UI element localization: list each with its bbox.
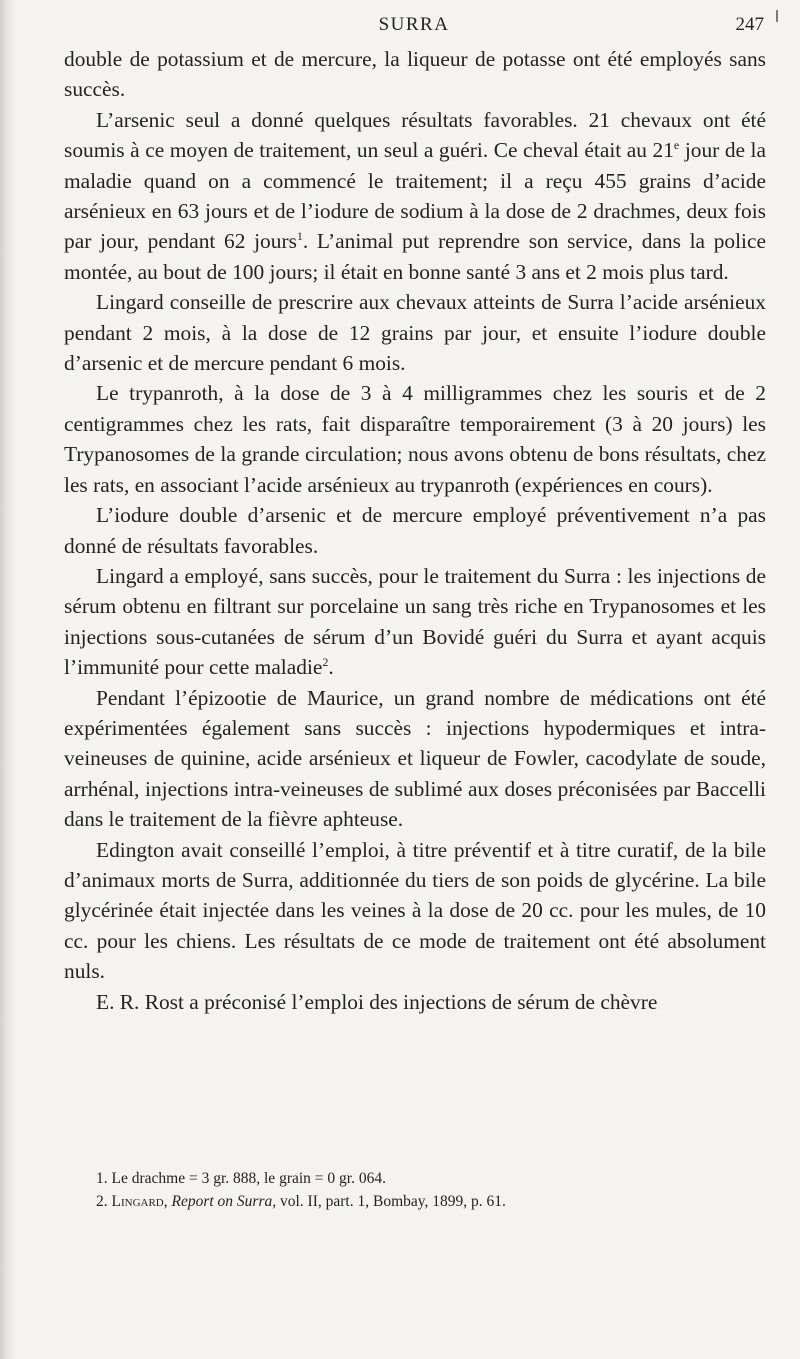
footnote-2-title: Report on Surra, xyxy=(171,1193,277,1210)
body-text xyxy=(64,44,766,1017)
page-binding-edge xyxy=(0,0,16,1359)
paragraph-6-text: Lingard a employé, sans succès, pour le traitement du Surra : les injections de sérum obtenu en filtrant sur porcelaine un sang très riche en Trypanosomes et les injections sous-cutanées de sérum d’un Bovidé guéri du Surra et ayant acquis l’immunité pour cette maladie xyxy=(64,563,766,680)
paragraph-8: Edington avait conseillé l’emploi, à titre préventif et à titre curatif, de la bile d’animaux morts de Surra, additionnée du tiers de son poids de glycérine. La bile glycérinée était injectée dans les veines à la dose de 20 cc. pour les mules, de 10 cc. pour les chiens. Les résultats de ce mode de traitement ont été absolument nuls. xyxy=(64,837,766,984)
paragraph-9: E. R. Rost a préconisé l’emploi des injections de sérum de chèvre xyxy=(96,989,658,1014)
paragraph-6: Lingard a employé, sans succès, pour le traitement du Surra : les injections de sérum obtenu en filtrant sur porcelaine un sang très riche en Trypanosomes et les injections sous-cutanées de sérum d’un Bovidé guéri du Surra et ayant acquis l’immunité pour cette maladie$^2$. xyxy=(64,563,766,680)
page-number: 247 xyxy=(735,14,764,35)
paragraph-1: double de potassium et de mercure, la liqueur de potasse ont été employés sans succès. xyxy=(64,47,766,102)
paragraph-7: Pendant l’épizootie de Maurice, un grand nombre de médications ont été expérimentées également sans succès : injections hypodermiques et intra-veineuses de quinine, acide arsénieux et liqueur de Fowler, cacodylate de soude, arrhénal, injections intra-veineuses de sublimé aux doses préconisées par Baccelli dans le traitement de la fièvre aphteuse. xyxy=(64,685,766,832)
footnote-1: 1. Le drachme = 3 gr. 888, le grain = 0 gr. 064. xyxy=(96,1170,386,1187)
footnotes xyxy=(64,1167,766,1213)
footnote-2-details: vol. II, part. 1, Bombay, 1899, p. 61. xyxy=(280,1193,506,1210)
paragraph-2-part-2: jour de la maladie quand on a commencé le traitement; il a reçu 455 grains d’acide arsénieux en 63 jours et de l’iodure de sodium à la dose de 2 drachmes, deux fois par jour, pendant 62 jours xyxy=(64,138,766,254)
paragraph-2-part-1: L’arsenic seul a donné quelques résultats favorables. 21 chevaux ont été soumis à ce moyen de traitement, un seul a guéri. Ce cheval était au 21 xyxy=(64,107,766,163)
footnote-2-author: Lingard, xyxy=(111,1193,168,1210)
paragraph-2 xyxy=(64,105,766,287)
paragraph-5: L’iodure double d’arsenic et de mercure employé préventivement n’a pas donné de résultats favorables. xyxy=(64,503,766,558)
ordinal-superscript: e xyxy=(673,138,680,153)
paragraph-4: Le trypanroth, à la dose de 3 à 4 milligrammes chez les souris et de 2 centigrammes chez les rats, fait disparaître temporairement (3 à 20 jours) les Trypanosomes de la grande circulation; nous avons obtenu de bons résultats, chez les rats, en associant l’acide arsénieux au trypanroth (expériences en cours). xyxy=(64,381,766,497)
footnote-2 xyxy=(64,1190,766,1213)
paragraph-3: Lingard conseille de prescrire aux chevaux atteints de Surra l’acide arsénieux pendant 2 mois, à la dose de 12 grains par jour, et ensuite l’iodure double d’arsenic et de mercure pendant 6 mois. xyxy=(64,290,766,376)
footnote-ref-2: 2 xyxy=(322,655,329,669)
footnote-ref-1: 1 xyxy=(296,229,303,244)
running-head: SURRA xyxy=(378,14,450,35)
paragraph-2-part-3: . L’animal put reprendre son service, dans la police montée, au bout de 100 jours; il était en bonne santé 3 ans et 2 mois plus tard. xyxy=(64,229,766,284)
footnote-2-number: 2. xyxy=(96,1193,108,1210)
page-header xyxy=(64,14,764,44)
edge-mark xyxy=(776,10,778,22)
